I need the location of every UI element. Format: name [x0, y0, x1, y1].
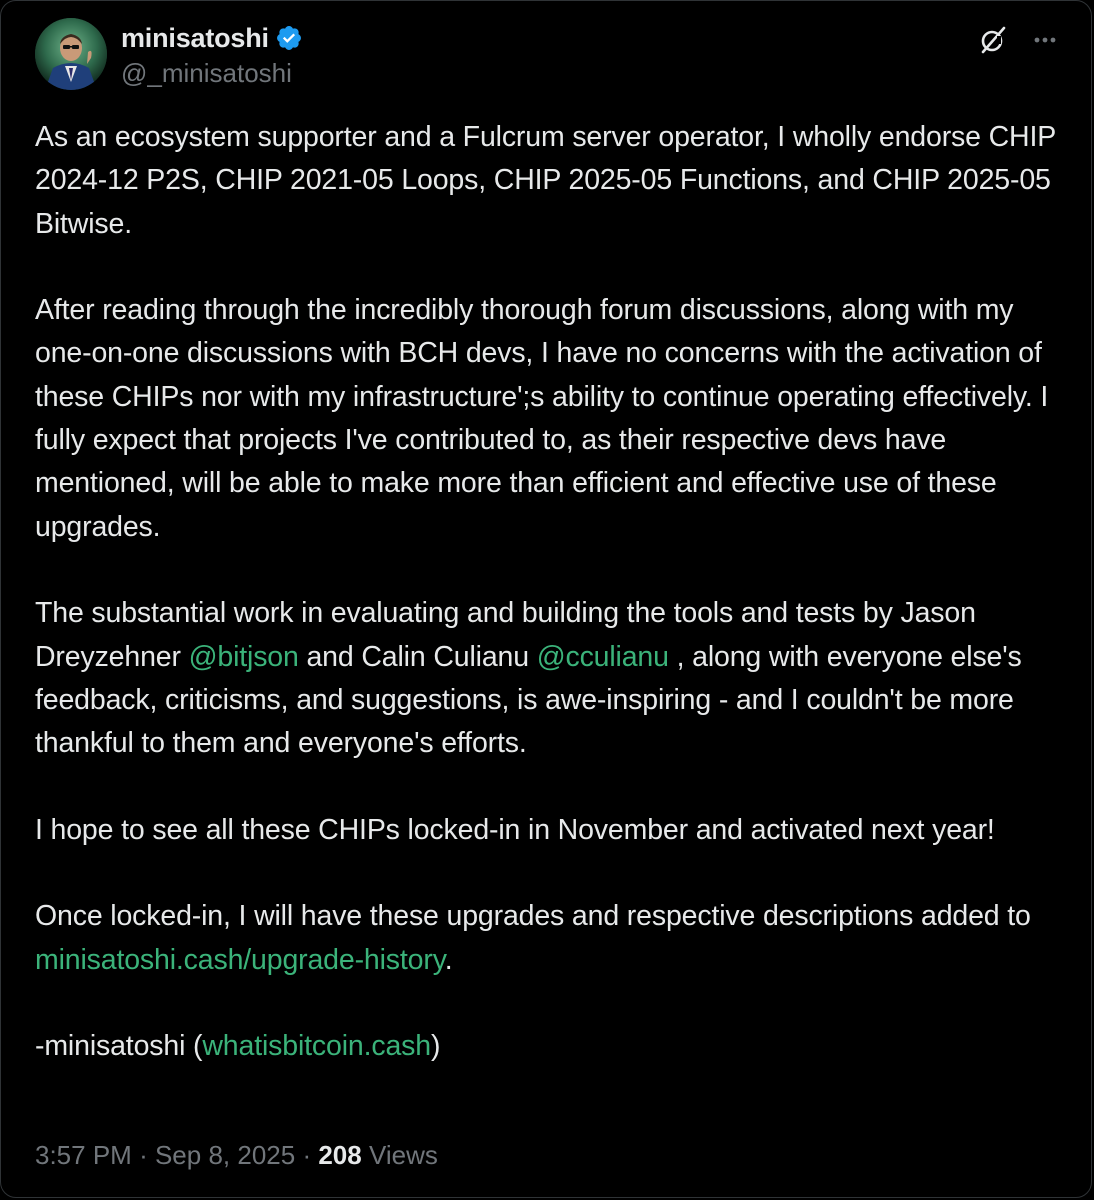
tweet-meta	[35, 1140, 438, 1171]
tweet-text	[35, 116, 1065, 1069]
tweet-date[interactable]: Sep 8, 2025	[154, 1140, 296, 1170]
author-handle[interactable]: @_minisatoshi	[121, 58, 292, 88]
author-display-name[interactable]: minisatoshi	[121, 22, 269, 53]
meta-separator: ·	[302, 1140, 312, 1170]
text-segment: -minisatoshi (	[35, 1030, 203, 1063]
mention-cculianu[interactable]: @cculianu	[536, 640, 669, 673]
text-segment: .	[444, 943, 453, 976]
avatar-image	[35, 18, 107, 90]
meta-separator: ·	[139, 1140, 148, 1170]
tweet-paragraph-6	[35, 1025, 1065, 1068]
tweet-header	[35, 18, 1065, 92]
tweet-paragraph-1: As an ecosystem supporter and a Fulcrum server operator, I wholly endorse CHIP 2024-12 P2S, CHIP 2021-05 Loops, CHIP 2025-05 Functions, and CHIP 2025-05 Bitwise.	[35, 121, 1056, 240]
tweet-paragraph-5	[35, 895, 1065, 982]
text-segment: The substantial work in evaluating and building the tools and tests by Jason Dreyzehner	[35, 597, 976, 673]
text-segment: , along with everyone else's feedback, criticisms, and suggestions, is awe-inspiring - and I couldn't be more thankful to them and everyone's efforts.	[35, 640, 1022, 760]
author-names	[121, 20, 303, 89]
tweet-paragraph-4: I hope to see all these CHIPs locked-in in November and activated next year!	[35, 813, 995, 846]
more-icon[interactable]	[1029, 24, 1061, 56]
mention-bitjson[interactable]: @bitjson	[188, 640, 299, 673]
avatar[interactable]	[35, 18, 107, 90]
grok-icon[interactable]	[977, 24, 1009, 56]
link-whatisbitcoin[interactable]: whatisbitcoin.cash	[202, 1030, 431, 1063]
tweet-paragraph-3	[35, 592, 1065, 765]
text-segment: )	[430, 1030, 441, 1063]
text-segment: and Calin Culianu	[298, 640, 537, 673]
verified-badge-icon[interactable]	[275, 24, 303, 52]
views-count: 208	[318, 1140, 362, 1170]
views-label: Views	[368, 1140, 438, 1170]
link-upgrade-history[interactable]: minisatoshi.cash/upgrade-history	[35, 943, 445, 976]
display-name-row	[121, 20, 303, 56]
text-segment: Once locked-in, I will have these upgrades and respective descriptions added to	[35, 900, 1031, 933]
tweet-paragraph-2: After reading through the incredibly thorough forum discussions, along with my one-on-one discussions with BCH devs, I have no concerns with the activation of these CHIPs nor with my infrastructure';s ability to continue operating effectively. I fully expect that projects I've contributed to, as their respective devs have mentioned, will be able to make more than efficient and effective use of these upgrades.	[35, 294, 1049, 543]
tweet-time[interactable]: 3:57 PM	[35, 1140, 132, 1170]
